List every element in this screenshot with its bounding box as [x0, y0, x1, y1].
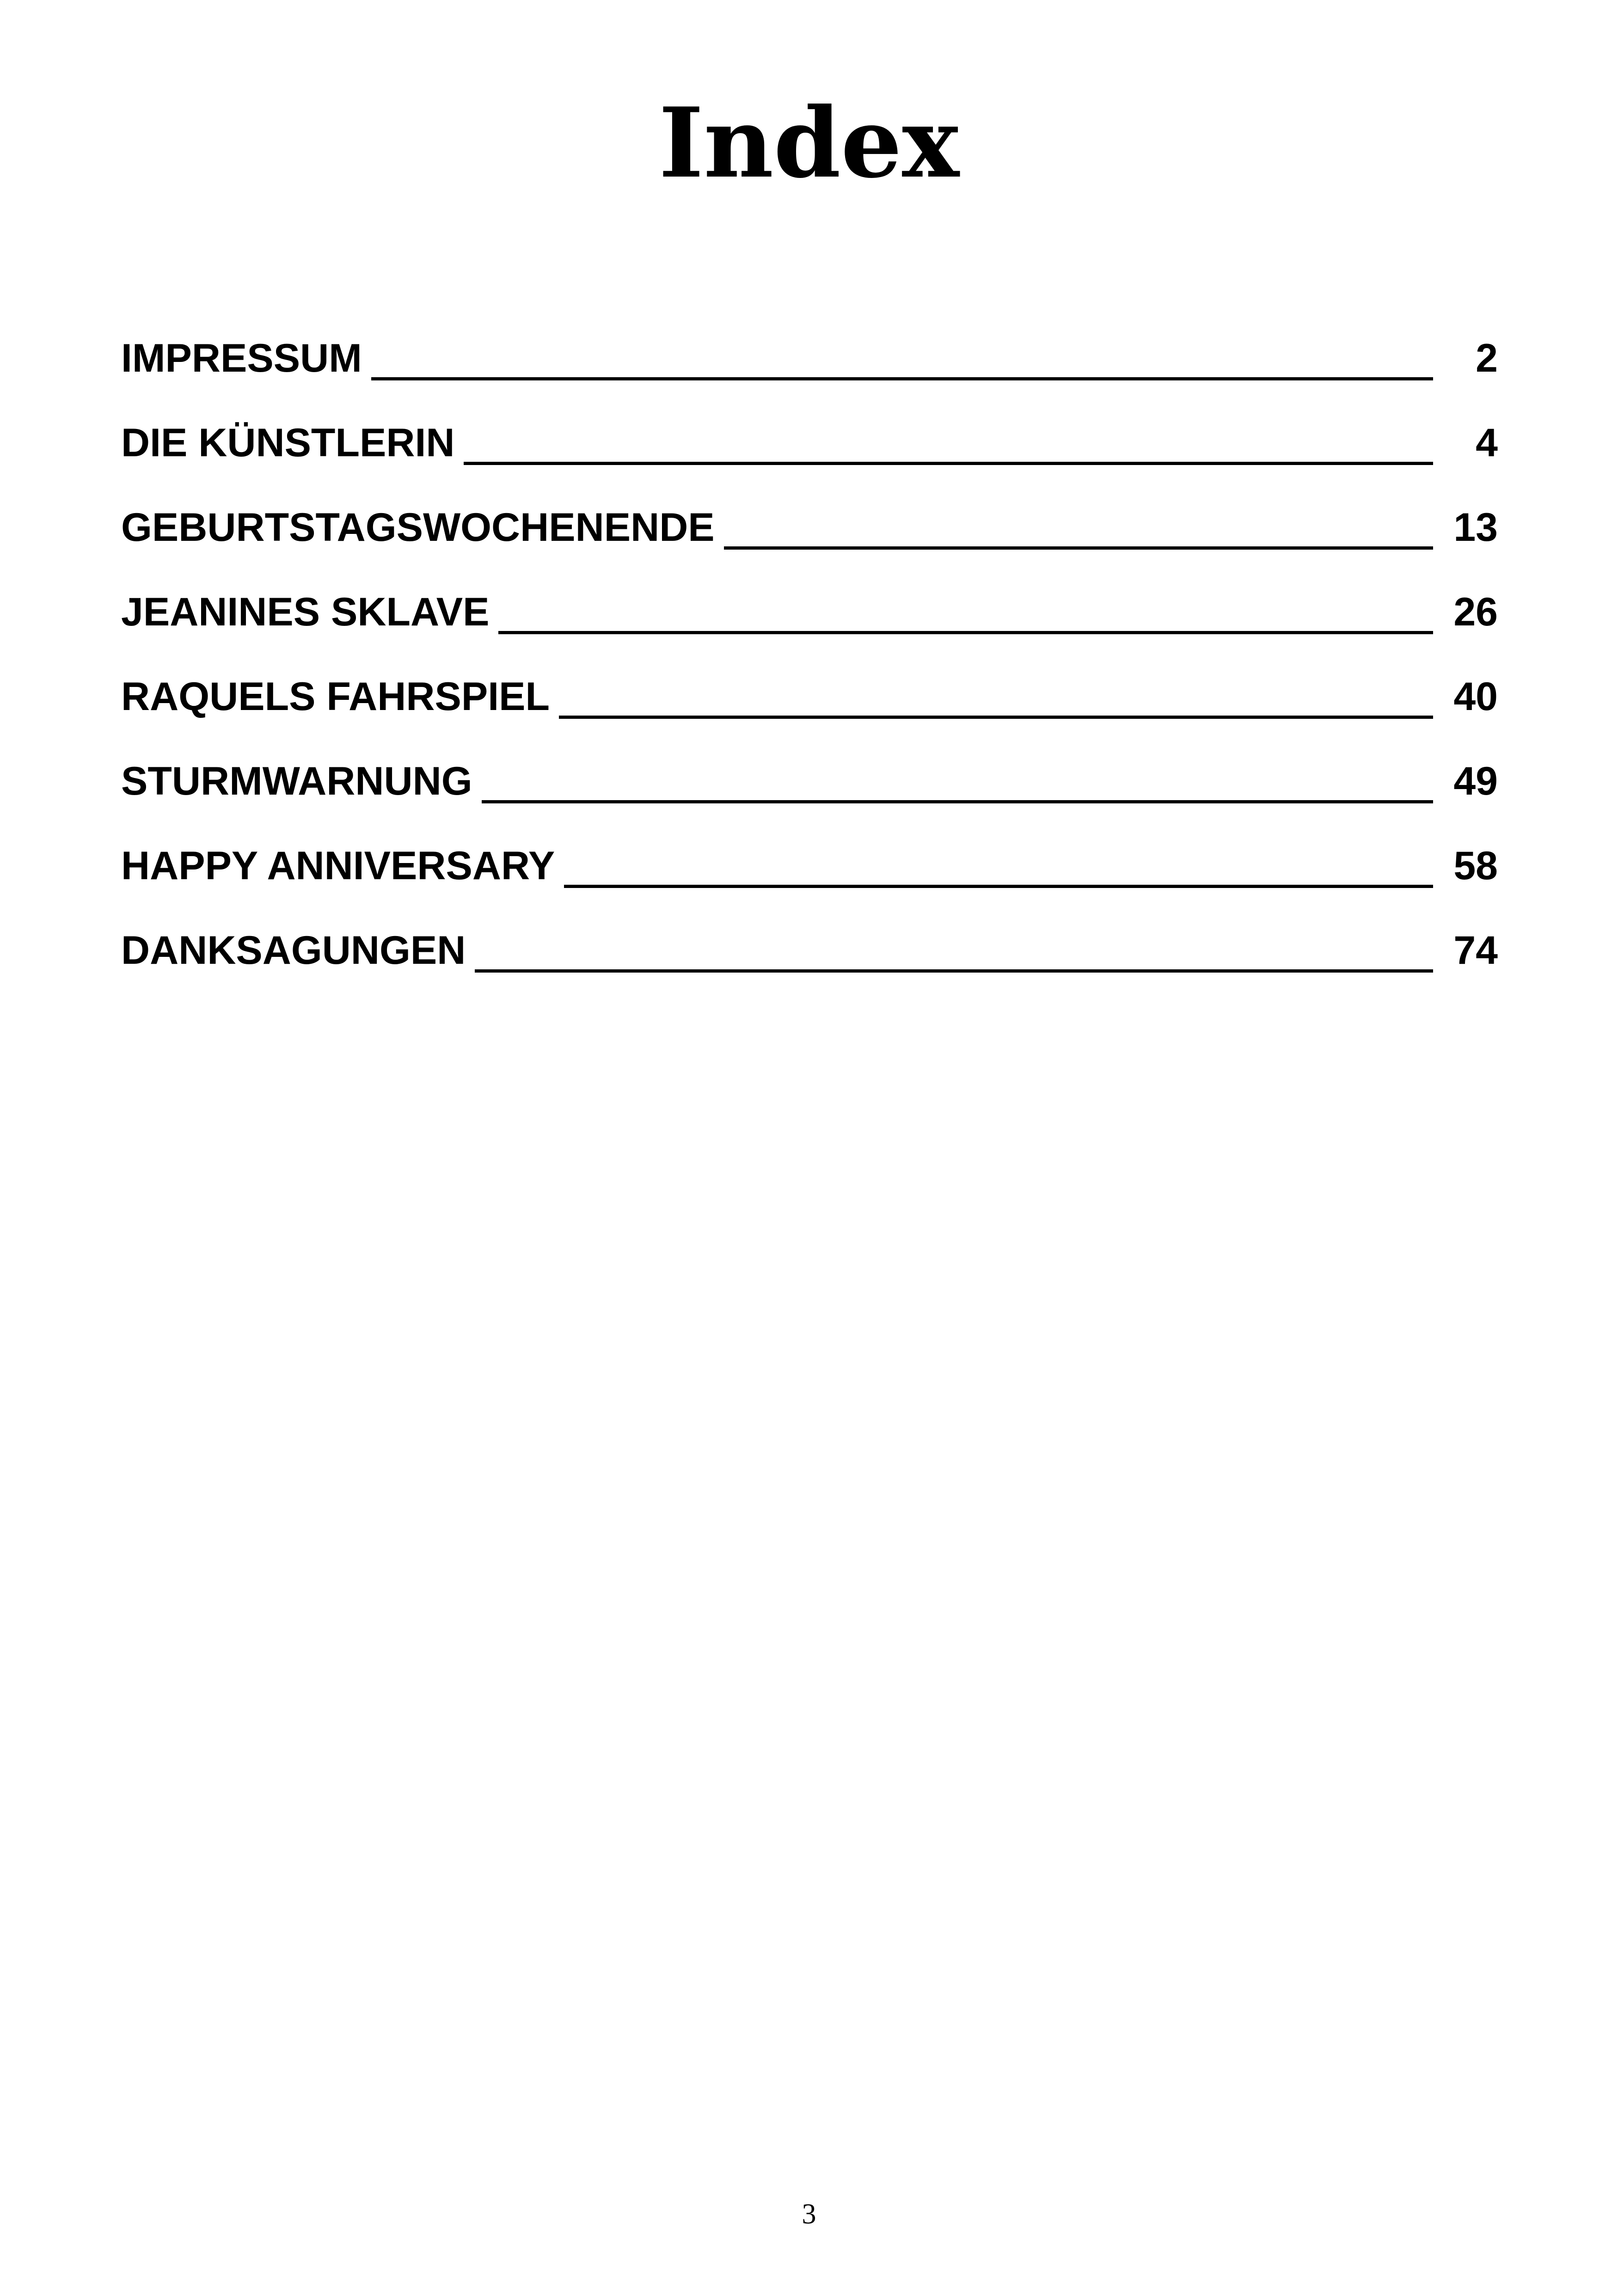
- toc-entry-page: 4: [1476, 421, 1498, 465]
- toc-entry-raquels-fahrspiel[interactable]: [121, 671, 1498, 756]
- toc-entry-danksagungen[interactable]: [121, 925, 1498, 1010]
- toc-entry-page: 58: [1453, 844, 1498, 888]
- toc-entry-page: 26: [1453, 590, 1498, 634]
- toc-entry-label: JEANINES SKLAVE: [121, 587, 498, 637]
- toc-entry-jeanines-sklave[interactable]: [121, 587, 1498, 671]
- toc-entry-label: STURMWARNUNG: [121, 756, 482, 807]
- toc-entry-page: 74: [1453, 928, 1498, 973]
- page-number: 3: [802, 2198, 816, 2230]
- toc-entry-die-kuenstlerin[interactable]: [121, 417, 1498, 502]
- toc-entry-happy-anniversary[interactable]: [121, 840, 1498, 925]
- toc-entry-label: DANKSAGUNGEN: [121, 925, 475, 976]
- table-of-contents: [121, 333, 1498, 1010]
- toc-entry-label: RAQUELS FAHRSPIEL: [121, 671, 559, 722]
- toc-entry-geburtstagswochenende[interactable]: [121, 502, 1498, 587]
- toc-entry-page: 13: [1453, 505, 1498, 550]
- toc-entry-label: DIE KÜNSTLERIN: [121, 417, 464, 468]
- toc-entry-sturmwarnung[interactable]: [121, 756, 1498, 840]
- toc-entry-impressum[interactable]: [121, 333, 1498, 417]
- toc-entry-label: GEBURTSTAGSWOCHENENDE: [121, 502, 724, 553]
- toc-entry-label: IMPRESSUM: [121, 333, 371, 384]
- toc-entry-page: 40: [1453, 674, 1498, 719]
- toc-entry-label: HAPPY ANNIVERSARY: [121, 840, 564, 891]
- toc-entry-page: 2: [1476, 336, 1498, 380]
- page-title: Index: [658, 87, 960, 200]
- toc-entry-page: 49: [1453, 759, 1498, 803]
